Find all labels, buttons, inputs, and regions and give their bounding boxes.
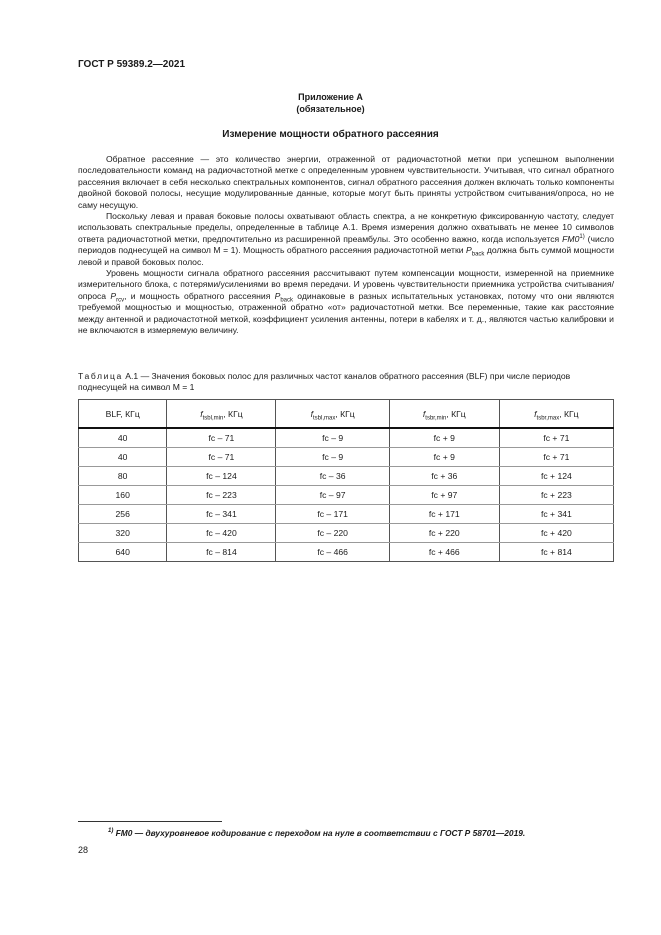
table-row xyxy=(79,505,614,524)
paragraph-3-text: Уровень мощности сигнала обратного рассеяния рассчитывают путем компенсации мощности, измеренной на приемнике измерительного блока, с потерями/усилениями во время передачи. И уровень чувствительности приемника устройства считывания/опроса xyxy=(78,268,614,301)
table-cell: fc – 420 xyxy=(167,524,276,543)
table-row xyxy=(79,428,614,448)
table-caption-label: Таблица xyxy=(78,371,123,381)
table-cell: fc + 420 xyxy=(499,524,613,543)
paragraph-3 xyxy=(78,268,614,336)
p-subscript: rcv xyxy=(116,297,125,304)
footnote-divider xyxy=(78,821,222,822)
appendix-status: (обязательное) xyxy=(296,104,365,114)
column-header-unit: , КГц xyxy=(559,408,579,419)
table-cell: 640 xyxy=(79,543,167,562)
paragraph-1: Обратное рассеяние — это количество энергии, отраженной от радиочастотной метки при успешном выполнении последовательности команд на радиочастотной метке с определенным уровнем чувствительности. Учитывая, что сигнал обратного рассеяния включает в себя несколько спектральных компонентов, сигнал обратного рассеяния должен включать только компоненты двойной боковой полосы, несущие модулированные данные, которые могут быть приняты устройством считывания/опроса, но не саму несущую. xyxy=(78,154,614,210)
table-cell: fc + 341 xyxy=(499,505,613,524)
p-symbol: P xyxy=(274,290,281,301)
column-header-unit: , КГц xyxy=(223,408,243,419)
table-body xyxy=(79,428,614,562)
p-symbol: P xyxy=(110,290,117,301)
table-row xyxy=(79,467,614,486)
p-subscript: back xyxy=(280,297,294,304)
table-cell: fc – 466 xyxy=(276,543,389,562)
column-header-main: f xyxy=(534,408,537,419)
table-cell: fc – 9 xyxy=(276,448,389,467)
section-title: Измерение мощности обратного рассеяния xyxy=(222,129,439,140)
table-cell: fc + 171 xyxy=(389,505,499,524)
column-header xyxy=(389,400,499,429)
fm0-term: FM0 xyxy=(562,233,580,244)
column-header-main: f xyxy=(310,408,313,419)
paragraph-2-text: Поскольку левая и правая боковые полосы охватывают область спектра, а не конкретную фиксированную частоту, следует использовать спектральные пределы, определенные в таблице А.1. Время измерения должно охватывать не менее 10 символов ответа радиочастотной метки, предпочтительно из расширенной преамбулы. Это особенно важно, когда используется xyxy=(78,211,614,244)
table-row xyxy=(79,486,614,505)
table-caption xyxy=(78,371,614,394)
column-header xyxy=(499,400,613,429)
p-subscript: back xyxy=(471,251,485,258)
column-header-subscript: tsbr,min xyxy=(425,415,447,422)
table-cell: fc + 71 xyxy=(499,428,613,448)
table-cell: fc + 223 xyxy=(499,486,613,505)
table-cell: fc – 71 xyxy=(167,428,276,448)
paragraph-3-text: одинаковые в разных испытательных установках, потому что они являются требуемой мощностью и мощностью, отраженной обратно «от» радиочастотной метки. Все переменные, такие как расстояние между антенной и радиочастотной меткой, коэффициент усиления антенны, потери в кабелях и т. д., являются частью калибровки и не включаются в измеряемую величину. xyxy=(78,290,614,336)
table-cell: fc + 97 xyxy=(389,486,499,505)
table-cell: fc + 71 xyxy=(499,448,613,467)
table-cell: fc + 466 xyxy=(389,543,499,562)
body-text xyxy=(78,154,614,337)
page-number: 28 xyxy=(78,845,89,855)
table-cell: 40 xyxy=(79,428,167,448)
appendix-heading xyxy=(0,91,661,115)
table-cell: fc + 220 xyxy=(389,524,499,543)
column-header xyxy=(167,400,276,429)
column-header-main: f xyxy=(200,408,203,419)
paragraph-3-text: , и мощность обратного рассеяния xyxy=(124,290,275,301)
footnote xyxy=(108,828,525,838)
document-code: ГОСТ Р 59389.2—2021 xyxy=(78,59,186,70)
table-cell: 256 xyxy=(79,505,167,524)
table-cell: fc – 223 xyxy=(167,486,276,505)
table-caption-text: А.1 — Значения боковых полос для различных частот каналов обратного рассеяния (BLF) при числе периодов поднесущей на символ М = 1 xyxy=(78,371,571,393)
footnote-text: FM0 — двухуровневое кодирование с переходом на нуле в соответствии с ГОСТ Р 58701—2019. xyxy=(113,828,526,838)
table-cell: fc – 124 xyxy=(167,467,276,486)
table-cell: fc – 341 xyxy=(167,505,276,524)
footnote-mark: 1) xyxy=(108,828,114,835)
column-header-subscript: tsbr,max xyxy=(536,415,560,422)
column-header-subscript: tsbl,min xyxy=(202,415,224,422)
paragraph-2 xyxy=(78,211,614,268)
column-header-unit: , КГц xyxy=(335,408,355,419)
table-cell: 40 xyxy=(79,448,167,467)
table-cell: fc – 71 xyxy=(167,448,276,467)
table-cell: fc – 36 xyxy=(276,467,389,486)
table-cell: fc + 814 xyxy=(499,543,613,562)
column-header xyxy=(79,400,167,429)
table-cell: fc – 9 xyxy=(276,428,389,448)
table-row xyxy=(79,448,614,467)
sideband-table xyxy=(78,399,614,562)
table-cell: 320 xyxy=(79,524,167,543)
table-cell: fc + 124 xyxy=(499,467,613,486)
table-cell: fc – 97 xyxy=(276,486,389,505)
appendix-title: Приложение А xyxy=(298,92,363,102)
paragraph-2-text: (число периодов поднесущей на символ М = 1). Мощность обратного рассеяния радиочастотной метки xyxy=(78,233,615,256)
table-cell: fc + 36 xyxy=(389,467,499,486)
column-header-main: BLF, КГц xyxy=(105,408,140,419)
table-cell: 160 xyxy=(79,486,167,505)
table-cell: fc – 814 xyxy=(167,543,276,562)
paragraph-2-text: должна быть суммой мощности левой и правой боковых полос. xyxy=(78,245,614,267)
table-row xyxy=(79,543,614,562)
table-header-row xyxy=(79,400,614,429)
column-header-main: f xyxy=(422,408,426,419)
column-header-unit: , КГц xyxy=(446,408,466,419)
column-header-subscript: tsbl,max xyxy=(312,415,336,422)
table-cell: fc – 220 xyxy=(276,524,389,543)
table-cell: 80 xyxy=(79,467,167,486)
table-cell: fc + 9 xyxy=(389,448,499,467)
column-header xyxy=(276,400,389,429)
table-cell: fc – 171 xyxy=(276,505,389,524)
p-symbol: P xyxy=(466,245,472,256)
footnote-ref[interactable]: 1) xyxy=(579,233,585,240)
table-row xyxy=(79,524,614,543)
table-cell: fc + 9 xyxy=(389,428,499,448)
